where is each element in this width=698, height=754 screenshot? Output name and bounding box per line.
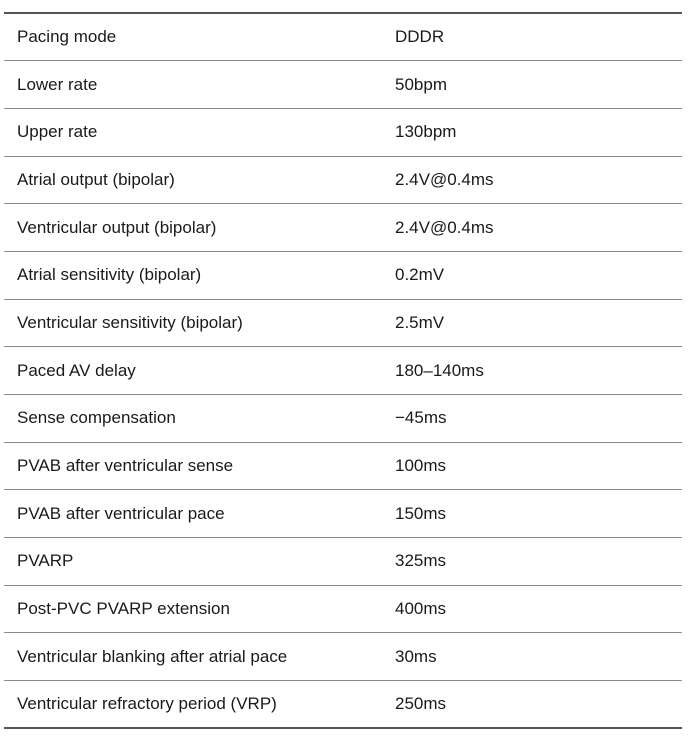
table-row — [4, 108, 682, 156]
parameter-cell: Lower rate — [4, 61, 395, 109]
parameter-cell: Pacing mode — [17, 27, 117, 47]
parameter-cell: Atrial output (bipolar) — [4, 156, 395, 204]
table-row — [4, 156, 682, 204]
pacemaker-settings-table-container — [4, 12, 682, 729]
value-cell: 250ms — [395, 681, 682, 729]
parameter-cell: Ventricular refractory period (VRP) — [4, 681, 395, 729]
value-cell: −45ms — [395, 395, 682, 443]
table-row — [4, 299, 682, 347]
table-row — [4, 538, 682, 586]
value-cell: DDDR — [395, 27, 445, 47]
table-row — [4, 490, 682, 538]
value-cell: 100ms — [395, 442, 682, 490]
value-cell: 150ms — [395, 490, 682, 538]
parameter-cell: Sense compensation — [4, 395, 395, 443]
table-row — [4, 633, 682, 681]
table-row — [4, 681, 682, 729]
parameter-cell: PVAB after ventricular sense — [4, 442, 395, 490]
value-cell: 2.5mV — [395, 299, 682, 347]
table-row — [4, 61, 682, 109]
value-cell: 130bpm — [395, 108, 682, 156]
parameter-cell: Ventricular sensitivity (bipolar) — [4, 299, 395, 347]
parameter-cell: Atrial sensitivity (bipolar) — [4, 251, 395, 299]
value-cell: 180–140ms — [395, 347, 682, 395]
parameter-cell: Ventricular blanking after atrial pace — [4, 633, 395, 681]
value-cell: 30ms — [395, 633, 682, 681]
parameter-cell: Paced AV delay — [4, 347, 395, 395]
value-cell: 2.4V@0.4ms — [395, 156, 682, 204]
value-cell: 400ms — [395, 585, 682, 633]
table-row — [4, 347, 682, 395]
parameter-cell: Post-PVC PVARP extension — [4, 585, 395, 633]
pacemaker-settings-table — [4, 12, 682, 729]
table-row — [4, 251, 682, 299]
table-row — [4, 585, 682, 633]
table-row — [4, 13, 682, 61]
value-cell: 0.2mV — [395, 251, 682, 299]
value-cell: 2.4V@0.4ms — [395, 204, 682, 252]
parameter-cell: PVAB after ventricular pace — [4, 490, 395, 538]
table-row — [4, 442, 682, 490]
parameter-cell: PVARP — [4, 538, 395, 586]
table-row — [4, 395, 682, 443]
parameter-cell: Upper rate — [4, 108, 395, 156]
table-row — [4, 204, 682, 252]
value-cell: 325ms — [395, 538, 682, 586]
parameter-cell: Ventricular output (bipolar) — [4, 204, 395, 252]
value-cell: 50bpm — [395, 61, 682, 109]
